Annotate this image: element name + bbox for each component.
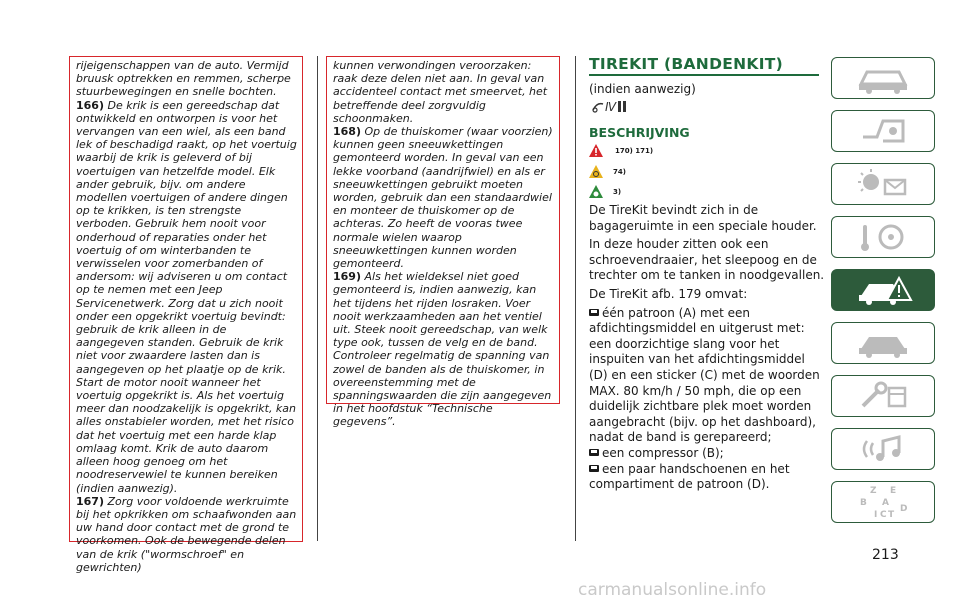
list-item: één patroon (A) met een afdichtingsmiddel en uitgerust met: een doorzichtige slang voor het inspuiten van het afdichtingsmiddel (D) en een sticker (C) met de woorden MAX. 80 km/h / 50 mph, die op een duidelijk zichtbare plek moet worden aangebracht (bijv. op het dashboard), nadat de band is gerepareerd; [589, 305, 820, 445]
tab-multimedia[interactable] [831, 428, 935, 470]
section-subtitle: (indien aanwezig) [589, 82, 696, 96]
tab-dashboard[interactable] [831, 57, 935, 99]
title-underline [589, 74, 819, 76]
tab-tools[interactable] [831, 375, 935, 417]
warning-triangle-icon [589, 144, 603, 157]
multimedia-icon [853, 433, 913, 465]
bullet-icon [589, 465, 599, 472]
list-item: een compressor (B); [589, 446, 825, 462]
svg-text:A: A [882, 498, 889, 508]
para-3: De TireKit afb. 179 omvat: [589, 286, 748, 301]
bullet-icon [589, 309, 599, 316]
lights-message-icon [853, 168, 913, 200]
warning-166: 166) De krik is een gereedschap dat ontwikkeld en ontworpen is voor het vervangen van een wiel, als een band lek of beschadigd raakt, op het voertuig waarbij de krik is geleverd of bij voertuigen van hetzelfde model. Elk ander gebruik, bijv. om andere modellen voertuigen of andere dingen op te krikken, is ten strengste verboden. Gebruik hem nooit voor onderhoud of reparaties onder het voertuig of om winterbanden te verwisselen voor zomerbanden of andersom: wij adviseren u om contact op te nemen met een Jeep Servicenetwerk. Zorg dat u zich nooit onder een opgekrikt voertuig bevindt: gebruik de krik alleen in de aangegeven standen. Gebruik de krik niet voor zwaardere lasten dan is aangegeven op het plaatje op de krik. Start de motor nooit wanneer het voertuig opgekrikt is. Als het voertuig meer dan noodzakelijk is opgekrikt, kan alles onstabieler worden, met het risico dat het voertuig met een harde klap omlaag komt. Krik de auto daarom alleen hoog genoeg om het noodreservewiel te kunnen bereiken (indien aanwezig). [76, 98, 297, 495]
caution-triangle-icon [589, 165, 603, 178]
warning-box-col2 [326, 56, 560, 429]
emergency-car-icon [853, 274, 913, 306]
column-divider-1 [317, 56, 318, 541]
list-item: een paar handschoenen en het compartiment de patroon (D). [589, 461, 790, 492]
page-number: 213 [872, 547, 899, 563]
warning-text-col2 [327, 57, 559, 429]
svg-text:C: C [880, 510, 887, 520]
tirekit-logo-icon [591, 98, 631, 118]
heading-beschrijving: BESCHRIJVING [589, 125, 690, 140]
svg-text:I: I [874, 510, 878, 520]
svg-text:T: T [888, 510, 895, 520]
environment-triangle-icon [589, 185, 603, 198]
tab-lights[interactable] [831, 163, 935, 205]
column-divider-2 [575, 56, 576, 541]
para-2: In deze houder zitten ook een schroevendraaier, het sleepoog en de trechter om te tanken in noodgevallen. [589, 237, 825, 283]
tab-safety[interactable] [831, 216, 935, 258]
warning-168: 168) Op de thuiskomer (waar voorzien) kunnen geen sneeuwkettingen gemonteerd worden. In geval van een lekke voorband (aandrijfwiel) en als er sneeuwkettingen gebruikt moeten worden, gebruik dan een standaardwiel en monteer de thuiskomer op de achteras. Zo heeft de vooras twee normale wielen waarop sneeuwkettingen kunnen worden gemonteerd. [333, 125, 553, 271]
tab-index[interactable] [831, 481, 935, 523]
para-1: De TireKit bevindt zich in de bagageruimte in een speciale houder. [589, 203, 817, 233]
svg-text:Z: Z [870, 486, 877, 496]
warning-refs: 170) 171) [589, 144, 653, 157]
description-body [589, 203, 825, 493]
wrench-tools-icon [853, 380, 913, 412]
svg-text:Ⅳ: Ⅳ [605, 100, 617, 114]
watermark: carmanualsonline.info [578, 580, 767, 600]
warning-167: 167) Zorg voor voldoende werkruimte bij het opkrikken om schaafwonden aan uw hand door contact met de grond te voorkomen. Ook de bewegende delen van de krik ("wormschroef" en gewrichten) [76, 494, 297, 574]
col2-intro: kunnen verwondingen veroorzaken: raak deze delen niet aan. In geval van accidenteel contact met smeervet, het betreffende deel zorgvuldig schoonmaken. [333, 59, 548, 125]
warning-box-col1 [69, 56, 303, 574]
chapter-tabs [831, 57, 936, 534]
tab-key[interactable] [831, 110, 935, 152]
index-letters-icon [848, 484, 918, 520]
warning-text-col1 [70, 57, 302, 574]
key-icon [853, 115, 913, 147]
warning-169: 169) Als het wieldeksel niet goed gemonteerd is, indien aanwezig, kan het tijdens het rijden losraken. Voer nooit werkzaamheden aan het ventiel uit. Steek nooit gereedschap, van welk type ook, tussen de velg en de band. Controleer regelmatig de spanning van zowel de banden als de thuiskomer, in overeenstemming met de spanningswaarden die zijn aangegeven in het hoofdstuk “Technische gegevens”. [333, 270, 552, 429]
service-car-icon [853, 327, 913, 359]
svg-text:D: D [900, 504, 908, 514]
svg-text:B: B [860, 498, 867, 508]
environment-refs: 3) [589, 185, 621, 198]
svg-text:E: E [890, 486, 897, 496]
section-title: TIREKIT (BANDENKIT) [589, 55, 784, 73]
bullet-icon [589, 449, 599, 456]
tab-emergency[interactable] [831, 269, 935, 311]
car-dashboard-icon [853, 62, 913, 94]
col1-intro: rijeigenschappen van de auto. Vermijd bruusk optrekken en remmen, scherpe stuurbewegingen en snelle bochten. [76, 59, 291, 99]
safety-steering-icon [853, 221, 913, 253]
tab-service[interactable] [831, 322, 935, 364]
caution-refs: 74) [589, 165, 626, 178]
